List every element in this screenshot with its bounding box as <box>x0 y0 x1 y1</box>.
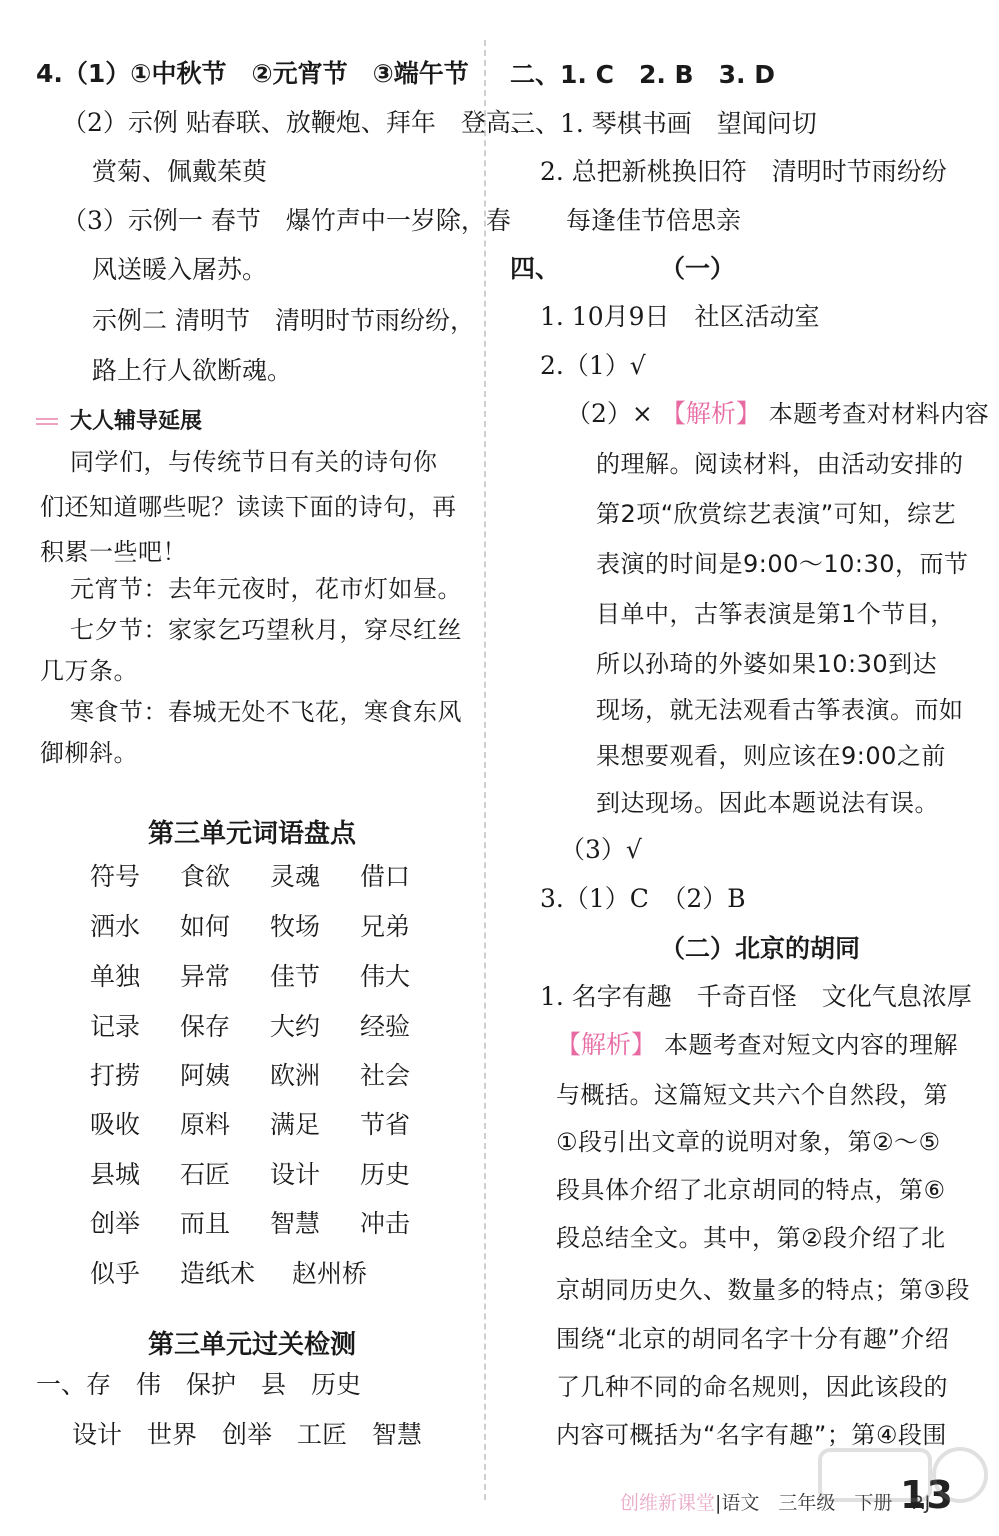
p2-analysis-e: 段总结全文。其中，第②段介绍了北 <box>556 1224 946 1252</box>
vocab-word: 异常 <box>180 962 231 991</box>
footer-info: |语文 三年级 下册 RJ <box>715 1492 931 1514</box>
analysis-tag: 【解析】 <box>556 1030 657 1059</box>
vocab-word: 灵魂 <box>270 862 321 891</box>
q4-line6: 示例二 清明节 清明时节雨纷纷， <box>92 306 475 335</box>
vocab-word: 牧场 <box>270 912 321 941</box>
q4-line1: 4.（1）①中秋节 ②元宵节 ③端午节 <box>36 59 469 88</box>
vocab-word: 历史 <box>360 1160 411 1189</box>
q4-line2: （2）示例 贴春联、放鞭炮、拜年 登高、 <box>62 108 536 137</box>
vocab-word: 单独 <box>90 962 141 991</box>
section3-line2: 2. 总把新桃换旧符 清明时节雨纷纷 <box>540 157 947 186</box>
vocab-word: 赵州桥 <box>292 1259 368 1288</box>
p1-q2-2-h: 果想要观看，则应该在9:00之前 <box>596 742 946 770</box>
vocab-word: 经验 <box>360 1012 411 1041</box>
q4-line5: 风送暖入屠苏。 <box>92 255 268 284</box>
p1-q2-3: （3）√ <box>560 835 642 864</box>
extension-p1a: 同学们，与传统节日有关的诗句你 <box>70 448 438 476</box>
p2-analysis-c: ①段引出文章的说明对象，第②～⑤ <box>556 1128 941 1156</box>
vocab-word: 社会 <box>360 1061 411 1090</box>
extension-p1c: 积累一些吧！ <box>40 538 187 566</box>
vocab-word: 伟大 <box>360 962 411 991</box>
p1-q2-2-f: 所以孙琦的外婆如果10:30到达 <box>596 650 938 678</box>
part2-title: （二）北京的胡同 <box>660 934 861 963</box>
analysis-tag: 【解析】 <box>660 399 761 428</box>
p1-q2-2-g: 现场，就无法观看古筝表演。而如 <box>596 696 964 724</box>
vocab-word: 记录 <box>90 1012 141 1041</box>
vocab-word: 阿姨 <box>180 1061 231 1090</box>
p1-q2-2-line1 <box>566 397 989 431</box>
p2-q1: 1. 名字有趣 千奇百怪 文化气息浓厚 <box>540 982 972 1011</box>
extension-p4b: 御柳斜。 <box>40 739 138 767</box>
p2-analysis-line1 <box>556 1028 958 1062</box>
vocab-word: 食欲 <box>180 862 231 891</box>
p2-analysis-g: 围绕“北京的胡同名字十分有趣”介绍 <box>556 1325 950 1353</box>
q4-line3: 赏菊、佩戴茱萸 <box>92 157 268 186</box>
column-divider <box>484 40 486 1500</box>
p2-analysis-i: 内容可概括为“名字有趣”；第④段围 <box>556 1421 947 1449</box>
q4-line7: 路上行人欲断魂。 <box>92 356 293 385</box>
p1-q3: 3.（1）C （2）B <box>540 884 746 913</box>
p1-q2-2-d: 表演的时间是9:00～10:30，而节 <box>596 550 969 578</box>
p1-q2-2-i: 到达现场。因此本题说法有误。 <box>596 789 939 817</box>
part1-heading: （一） <box>660 254 736 283</box>
vocab-word: 兄弟 <box>360 912 411 941</box>
p1-q2-2-a: 本题考查对材料内容 <box>768 400 990 428</box>
vocab-word: 吸收 <box>90 1110 141 1139</box>
vocab-word: 似乎 <box>90 1259 141 1288</box>
vocab-word: 原料 <box>180 1110 231 1139</box>
vocab-word: 智慧 <box>270 1209 321 1238</box>
vocab-word: 创举 <box>90 1209 141 1238</box>
p1-q2-2-e: 目单中，古筝表演是第1个节目， <box>596 600 955 628</box>
p1-q1: 1. 10月9日 社区活动室 <box>540 302 820 331</box>
vocab-word: 欧洲 <box>270 1061 321 1090</box>
section1-line1: 一、存 伟 保护 县 历史 <box>36 1370 362 1399</box>
p2-analysis-b: 与概括。这篇短文共六个自然段，第 <box>556 1081 948 1109</box>
vocab-title: 第三单元词语盘点 <box>148 819 357 849</box>
vocab-word: 大约 <box>270 1012 321 1041</box>
vocab-word: 而且 <box>180 1209 231 1238</box>
vocab-word: 打捞 <box>90 1061 141 1090</box>
vocab-word: 借口 <box>360 862 411 891</box>
vocab-word: 符号 <box>90 862 141 891</box>
section3-line3: 每逢佳节倍思亲 <box>566 206 742 235</box>
extension-p3b: 几万条。 <box>40 657 138 685</box>
p2-analysis-f: 京胡同历史久、数量多的特点；第③段 <box>556 1276 971 1304</box>
p2-analysis-h: 了几种不同的命名规则，因此该段的 <box>556 1373 948 1401</box>
vocab-word: 洒水 <box>90 912 141 941</box>
page-number: 13 <box>900 1473 953 1517</box>
p1-q2-2-prefix: （2）× <box>566 399 653 428</box>
vocab-word: 县城 <box>90 1160 141 1189</box>
extension-p1b: 们还知道哪些呢？读读下面的诗句，再 <box>40 493 457 521</box>
vocab-word: 石匠 <box>180 1160 231 1189</box>
p1-q2-2-b: 的理解。阅读材料，由活动安排的 <box>596 450 964 478</box>
vocab-word: 满足 <box>270 1110 321 1139</box>
vocab-word: 造纸术 <box>180 1259 256 1288</box>
section2-answers: 二、1. C 2. B 3. D <box>510 60 775 89</box>
vocab-word: 节省 <box>360 1110 411 1139</box>
p1-q2-1: 2.（1）√ <box>540 351 646 380</box>
extension-p3a: 七夕节：家家乞巧望秋月，穿尽红丝 <box>70 616 462 644</box>
section3-line1: 三、1. 琴棋书画 望闻问切 <box>510 109 817 138</box>
q4-line4: （3）示例一 春节 爆竹声中一岁除，春 <box>62 206 511 235</box>
p1-q2-2-c: 第2项“欣赏综艺表演”可知，综艺 <box>596 500 957 528</box>
test-title: 第三单元过关检测 <box>148 1330 357 1360</box>
vocab-word: 保存 <box>180 1012 231 1041</box>
extension-p4a: 寒食节：春城无处不飞花，寒食东风 <box>70 698 462 726</box>
extension-icon <box>36 418 58 430</box>
vocab-word: 佳节 <box>270 962 321 991</box>
vocab-word: 如何 <box>180 912 231 941</box>
vocab-word: 设计 <box>270 1160 321 1189</box>
vocab-word: 冲击 <box>360 1209 411 1238</box>
extension-p2: 元宵节：去年元夜时，花市灯如昼。 <box>70 575 462 603</box>
p2-analysis-d: 段具体介绍了北京胡同的特点，第⑥ <box>556 1176 946 1204</box>
extension-heading: 大人辅导延展 <box>70 409 203 434</box>
section1-line2: 设计 世界 创举 工匠 智慧 <box>72 1420 423 1449</box>
section4-label: 四、 <box>510 254 561 283</box>
footer-brand: 创维新课堂 <box>620 1492 716 1514</box>
watermark-logo <box>810 1440 990 1530</box>
p2-analysis-a: 本题考查对短文内容的理解 <box>663 1031 958 1059</box>
